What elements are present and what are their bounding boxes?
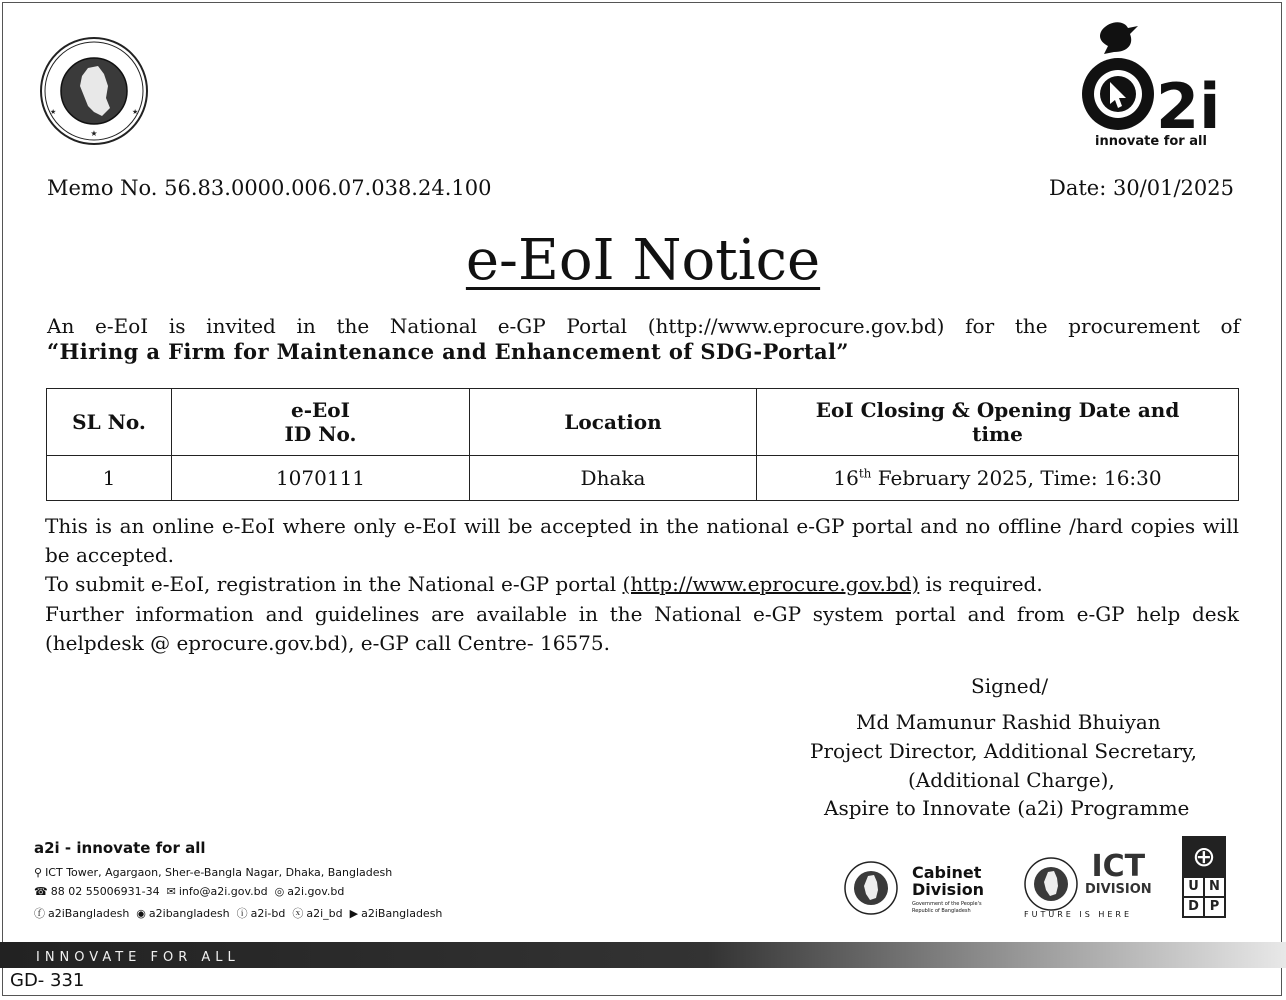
ict-line1: ICT: [1091, 849, 1146, 884]
memo-number: Memo No. 56.83.0000.006.07.038.24.100: [47, 176, 492, 200]
ict-tagline: FUTURE IS HERE: [1024, 910, 1133, 919]
youtube-icon: ▶: [349, 907, 359, 920]
instagram-icon: ◉: [136, 907, 146, 920]
registration-text: To submit e-EoI, registration in the National e-GP portal: [45, 572, 623, 596]
undp-letter-n: N: [1205, 878, 1224, 896]
cabinet-line1: Cabinet: [912, 863, 982, 882]
paragraph-registration: [45, 570, 1239, 599]
footer-facebook[interactable]: a2iBangladesh: [48, 907, 130, 920]
footer-address-line: [34, 866, 392, 879]
undp-logo: [1182, 836, 1226, 918]
eoi-table: [46, 388, 1239, 501]
table-header-row: [47, 389, 1239, 456]
a2i-logo-icon: [1070, 14, 1230, 154]
footer-linkedin[interactable]: a2i-bd: [250, 907, 286, 920]
signatory-charge: (Additional Charge),: [908, 768, 1115, 792]
cabinet-division-label: [912, 864, 984, 915]
paragraph-further-info: Further information and guidelines are available in the National e-GP system portal and from e-GP help desk (helpdesk @ eprocure.gov.bd), e-GP call Centre- 16575.: [45, 602, 1239, 655]
location-pin-icon: ⚲: [34, 866, 43, 879]
email-icon: ✉: [166, 885, 176, 898]
document-code: GD- 331: [10, 970, 85, 991]
header-eoi-id-line1: e-EoI: [291, 398, 350, 422]
phone-icon: ☎: [34, 885, 48, 898]
header-closing-date: EoI Closing & Opening Date and time: [757, 389, 1239, 456]
undp-letter-p: P: [1205, 898, 1224, 916]
cabinet-line2: Division: [912, 880, 985, 899]
header-sl-no: SL No.: [47, 389, 172, 456]
signed-label: Signed/: [971, 674, 1049, 698]
notice-date: Date: 30/01/2025: [1048, 176, 1234, 200]
footer-instagram[interactable]: a2ibangladesh: [148, 907, 230, 920]
cell-location: Dhaka: [470, 456, 757, 501]
header-location: Location: [470, 389, 757, 456]
footer-social-line: [34, 905, 442, 921]
facebook-icon: ⓕ: [34, 907, 45, 920]
globe-icon: ◎: [274, 885, 285, 898]
footer-email[interactable]: info@a2i.gov.bd: [178, 885, 268, 898]
header-eoi-id: [172, 389, 470, 456]
ict-division-label: [1085, 849, 1152, 898]
footer-web[interactable]: a2i.gov.bd: [287, 885, 345, 898]
signatory-designation: Project Director, Additional Secretary,: [810, 739, 1198, 763]
cabinet-sub1: Government of the People's: [912, 901, 982, 907]
a2i-tagline: innovate for all: [1095, 134, 1207, 149]
signatory-programme: Aspire to Innovate (a2i) Programme: [824, 796, 1190, 820]
svg-text:★: ★: [50, 108, 57, 116]
undp-letter-u: U: [1184, 878, 1203, 896]
undp-letter-d: D: [1184, 898, 1203, 916]
footer-x[interactable]: a2i_bd: [306, 907, 343, 920]
svg-text:★: ★: [132, 108, 139, 116]
un-emblem-icon: ⊕: [1184, 838, 1224, 876]
ict-line2: DIVISION: [1085, 882, 1152, 897]
closing-day: 16: [833, 466, 859, 490]
footer-address: ICT Tower, Agargaon, Sher-e-Bangla Nagar, Dhaka, Bangladesh: [45, 866, 393, 879]
footer-youtube[interactable]: a2iBangladesh: [361, 907, 443, 920]
paragraph-online-only: This is an online e-EoI where only e-EoI will be accepted in the national e-GP portal and no offline /hard copies will be accepted.: [45, 514, 1239, 567]
x-icon: ⓧ: [292, 907, 304, 920]
cell-closing-date: [757, 456, 1239, 501]
cabinet-seal-icon: [840, 860, 902, 916]
closing-day-suffix: th: [858, 466, 872, 481]
eprocure-link[interactable]: (http://www.eprocure.gov.bd): [622, 572, 920, 596]
header-eoi-id-line2: ID No.: [284, 422, 357, 446]
table-row: [47, 456, 1239, 501]
cell-sl-no: 1: [47, 456, 172, 501]
svg-text:2i: 2i: [1156, 70, 1221, 143]
closing-rest: February 2025, Time: 16:30: [871, 466, 1162, 490]
footer-band-text: INNOVATE FOR ALL: [36, 950, 240, 965]
svg-text:★: ★: [90, 129, 98, 138]
footer-contact-line: [34, 885, 344, 898]
page-title: e-EoI Notice: [465, 228, 821, 293]
signatory-name: Md Mamunur Rashid Bhuiyan: [856, 710, 1161, 734]
cell-eoi-id: 1070111: [172, 456, 470, 501]
footer-brand: a2i - innovate for all: [34, 839, 206, 857]
linkedin-icon: ⓘ: [236, 907, 248, 920]
intro-text: An e-EoI is invited in the National e-GP Portal (http://www.eprocure.gov.bd) for the procurement of: [47, 314, 1240, 338]
registration-text-end: is required.: [919, 572, 1043, 596]
procurement-subject: “Hiring a Firm for Maintenance and Enhancement of SDG-Portal”: [47, 339, 849, 364]
ict-seal-icon: [1020, 856, 1082, 912]
footer-phone: 88 02 55006931-34: [50, 885, 160, 898]
government-seal-icon: [36, 36, 152, 146]
cabinet-sub2: Republic of Bangladesh: [912, 908, 971, 914]
